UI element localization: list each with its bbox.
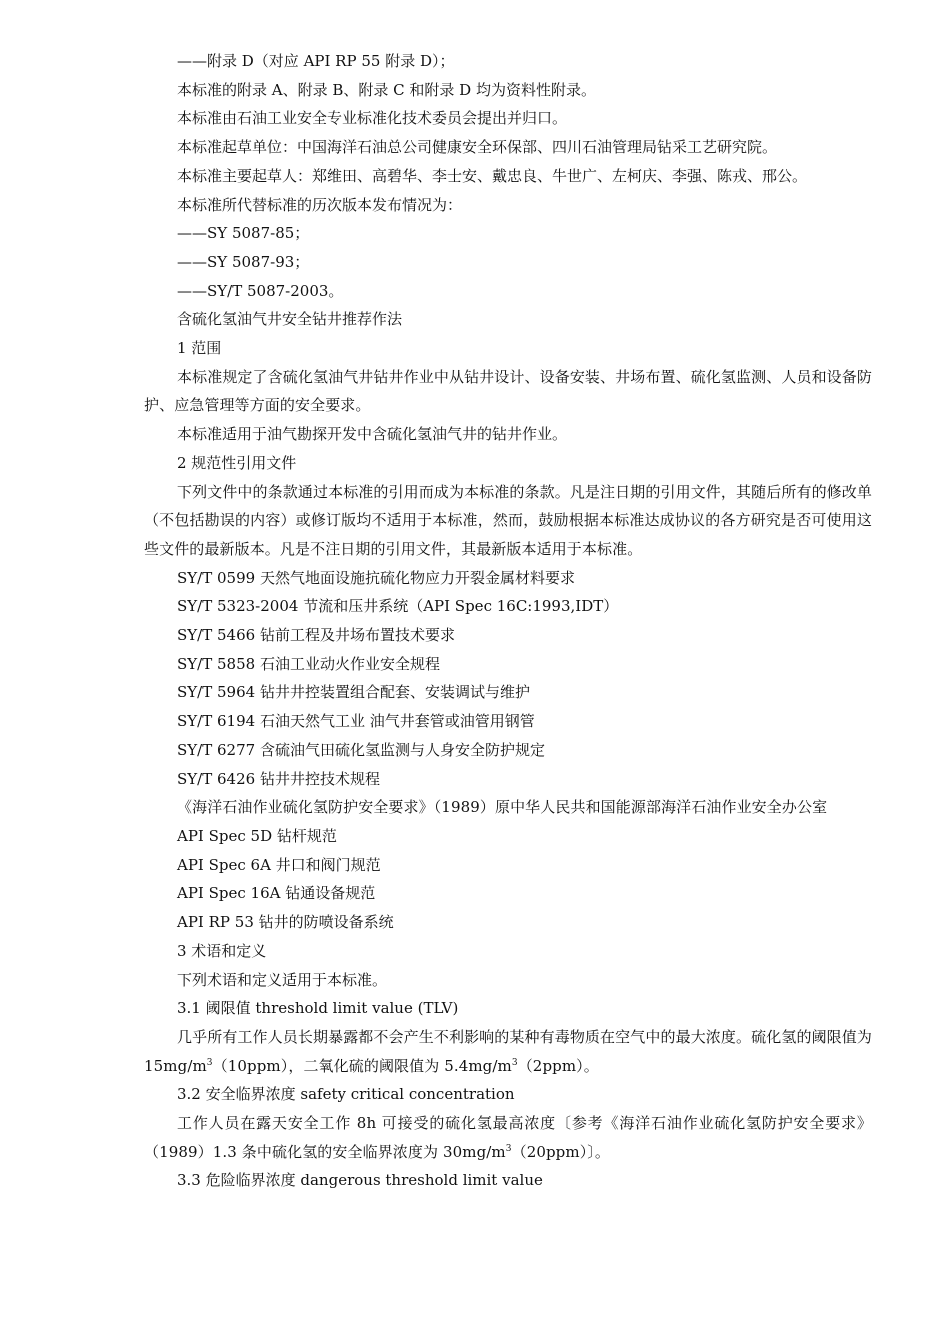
tlv-text-part-2: （10ppm），二氧化硫的阈限值为 5.4mg/m: [212, 1056, 512, 1075]
text-line-drafters: 本标准主要起草人：郑维田、高碧华、李士安、戴忠良、牛世广、左柯庆、李强、陈戎、邢公。: [177, 166, 808, 185]
term-heading-safety-critical-concentration: 3.2 安全临界浓度 safety critical concentration: [177, 1085, 515, 1104]
text-line-proposed-by: 本标准由石油工业安全专业标准化技术委员会提出并归口。: [177, 109, 568, 128]
reference-syt-6426: SY/T 6426 钻井井控技术规程: [177, 769, 380, 788]
text-line-sy-5087-93: ——SY 5087-93；: [177, 252, 310, 271]
reference-syt-6194: SY/T 6194 石油天然气工业 油气井套管或油管用钢管: [177, 712, 535, 731]
section-heading-terms-definitions: 3 术语和定义: [177, 941, 267, 960]
paragraph-tlv-definition: [144, 1023, 872, 1080]
tlv-text-part-1: 几乎所有工作人员长期暴露都不会产生不利影响的某种有毒物质在空气中的最大浓度。硫化氢的阈限值为 15mg/m: [144, 1027, 872, 1075]
text-line-appendices-informative: 本标准的附录 A、附录 B、附录 C 和附录 D 均为资料性附录。: [177, 80, 596, 99]
paragraph-scope-requirements: 本标准规定了含硫化氢油气井钻井作业中从钻井设计、设备安装、井场布置、硫化氢监测、人员和设备防护、应急管理等方面的安全要求。: [144, 367, 872, 415]
tlv-superscript-1: 3: [206, 1057, 213, 1068]
reference-syt-0599: SY/T 0599 天然气地面设施抗硫化物应力开裂金属材料要求: [177, 568, 575, 587]
text-line-drafting-units: 本标准起草单位：中国海洋石油总公司健康安全环保部、四川石油管理局钻采工艺研究院。: [177, 138, 778, 157]
term-heading-tlv: 3.1 阈限值 threshold limit value (TLV): [177, 999, 459, 1018]
tlv-text-part-3: （2ppm）。: [517, 1056, 599, 1075]
document-title: 含硫化氢油气井安全钻井推荐作法: [177, 310, 403, 329]
scc-text-part-1: 工作人员在露天安全工作 8h 可接受的硫化氢最高浓度〔参考《海洋石油作业硫化氢防护安全要求》（1989）1.3 条中硫化氢的安全临界浓度为 30mg/m: [144, 1114, 872, 1161]
reference-syt-5466: SY/T 5466 钻前工程及井场布置技术要求: [177, 626, 455, 645]
term-heading-dangerous-threshold: 3.3 危险临界浓度 dangerous threshold limit value: [177, 1171, 543, 1190]
scc-text-part-2: （20ppm）〕。: [511, 1142, 611, 1161]
text-line-version-history: 本标准所代替标准的历次版本发布情况为：: [177, 195, 463, 214]
section-heading-scope: 1 范围: [177, 339, 222, 358]
tlv-superscript-2: 3: [511, 1057, 518, 1068]
reference-syt-5858: SY/T 5858 石油工业动火作业安全规程: [177, 654, 440, 673]
paragraph-safety-critical-concentration: [144, 1109, 872, 1166]
scc-superscript: 3: [505, 1143, 512, 1154]
text-line-syt-5087-2003: ——SY/T 5087-2003。: [177, 281, 344, 300]
text-line-sy-5087-85: ——SY 5087-85；: [177, 224, 310, 243]
paragraph-normative-references: 下列文件中的条款通过本标准的引用而成为本标准的条款。凡是注日期的引用文件，其随后所有的修改单（不包括勘误的内容）或修订版均不适用于本标准，然而，鼓励根据本标准达成协议的各方研究是否可使用这些文件的最新版本。凡是不注日期的引用文件，其最新版本适用于本标准。: [144, 482, 872, 558]
text-line-terms-apply: 下列术语和定义适用于本标准。: [177, 970, 388, 989]
reference-syt-5323: SY/T 5323-2004 节流和压井系统（API Spec 16C:1993,IDT）: [177, 597, 619, 616]
text-line-appendix-d: ——附录 D（对应 API RP 55 附录 D）；: [177, 52, 455, 70]
reference-api-spec-5d: API Spec 5D 钻杆规范: [177, 826, 337, 845]
reference-offshore-h2s-requirements: 《海洋石油作业硫化氢防护安全要求》（1989）原中华人民共和国能源部海洋石油作业安全办公室: [177, 798, 828, 817]
paragraph-scope-applicability: 本标准适用于油气勘探开发中含硫化氢油气井的钻井作业。: [177, 425, 568, 444]
reference-api-rp-53: API RP 53 钻井的防喷设备系统: [177, 913, 394, 932]
document-page: [144, 47, 872, 1195]
section-heading-normative-references: 2 规范性引用文件: [177, 453, 297, 472]
reference-api-spec-6a: API Spec 6A 井口和阀门规范: [177, 855, 381, 874]
reference-syt-6277: SY/T 6277 含硫油气田硫化氢监测与人身安全防护规定: [177, 740, 545, 759]
reference-syt-5964: SY/T 5964 钻井井控装置组合配套、安装调试与维护: [177, 683, 530, 702]
reference-api-spec-16a: API Spec 16A 钻通设备规范: [177, 884, 376, 903]
